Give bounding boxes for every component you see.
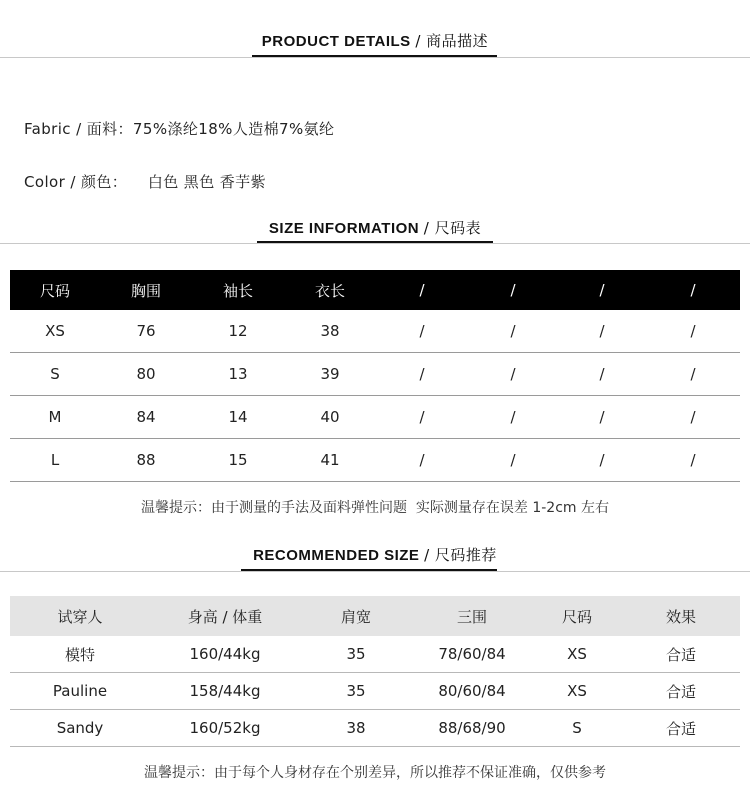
table-row	[10, 439, 740, 482]
table-cell: 合适	[665, 719, 696, 738]
table-row	[10, 310, 740, 353]
table-cell: /	[599, 365, 605, 383]
table-cell: 80	[136, 365, 156, 383]
table-cell: 13	[228, 365, 248, 383]
table-row	[10, 353, 740, 396]
table-cell: 38	[346, 719, 366, 737]
divider	[0, 243, 750, 244]
table-cell: 模特	[64, 645, 95, 664]
table-cell: S	[572, 719, 582, 737]
size-header-cell: /	[510, 281, 516, 299]
recommend-table	[10, 596, 740, 747]
product-details-title-zh: / 商品描述	[415, 32, 489, 50]
table-row	[10, 710, 740, 747]
divider	[0, 57, 750, 58]
recommend-header-cell: 身高 / 体重	[187, 607, 263, 626]
table-row	[10, 636, 740, 673]
recommend-table-header	[10, 596, 740, 636]
recommend-header-cell: 肩宽	[340, 607, 371, 626]
table-row	[10, 396, 740, 439]
table-cell: /	[690, 451, 696, 469]
size-header-cell: 尺码	[39, 281, 70, 300]
size-header-cell: /	[599, 281, 605, 299]
table-cell: 15	[228, 451, 248, 469]
size-header-cell: 胸围	[130, 281, 161, 300]
table-cell: /	[510, 365, 516, 383]
table-cell: 76	[136, 322, 156, 340]
table-cell: 158/44kg	[189, 682, 261, 700]
table-cell: 160/52kg	[189, 719, 261, 737]
table-cell: /	[599, 408, 605, 426]
table-cell: 35	[346, 682, 366, 700]
table-row	[10, 673, 740, 710]
size-table	[10, 270, 740, 482]
table-cell: /	[419, 322, 425, 340]
table-cell: Sandy	[56, 719, 104, 737]
divider	[0, 571, 750, 572]
table-cell: 39	[320, 365, 340, 383]
table-cell: 40	[320, 408, 340, 426]
table-cell: 160/44kg	[189, 645, 261, 663]
size-info-title-zh: / 尺码表	[423, 219, 482, 237]
table-cell: /	[419, 451, 425, 469]
size-header-cell: /	[419, 281, 425, 299]
size-header-cell: /	[690, 281, 696, 299]
table-cell: /	[690, 408, 696, 426]
product-details-heading	[0, 30, 750, 51]
table-cell: 41	[320, 451, 340, 469]
size-header-cell: 衣长	[314, 281, 345, 300]
recommended-title-zh: / 尺码推荐	[424, 546, 497, 564]
recommended-heading	[0, 544, 750, 565]
table-cell: Pauline	[52, 682, 108, 700]
table-cell: /	[599, 322, 605, 340]
table-cell: 35	[346, 645, 366, 663]
recommend-header-cell: 试穿人	[57, 607, 103, 626]
size-info-title-en: SIZE INFORMATION	[268, 220, 420, 237]
table-cell: 88	[136, 451, 156, 469]
table-cell: XS	[567, 645, 587, 663]
table-cell: /	[510, 451, 516, 469]
table-cell: 38	[320, 322, 340, 340]
table-cell: 80/60/84	[438, 682, 506, 700]
table-cell: 78/60/84	[438, 645, 506, 663]
table-cell: XS	[45, 322, 65, 340]
recommend-note: 温馨提示：由于每个人身材存在个别差异，所以推荐不保证准确，仅供参考	[144, 765, 606, 781]
recommend-header-cell: 效果	[665, 607, 696, 626]
table-cell: 合适	[665, 645, 696, 664]
table-cell: /	[510, 408, 516, 426]
table-cell: S	[50, 365, 60, 383]
table-cell: /	[510, 322, 516, 340]
recommend-header-cell: 三围	[456, 607, 487, 626]
table-cell: 合适	[665, 682, 696, 701]
color-line: Color / 颜色： 白色 黑色 香芋紫	[24, 173, 266, 191]
recommend-header-cell: 尺码	[561, 607, 592, 626]
size-note: 温馨提示：由于测量的手法及面料弹性问题 实际测量存在误差 1-2cm 左右	[140, 500, 609, 516]
fabric-line: Fabric / 面料：75%涤纶18%人造棉7%氨纶	[24, 120, 335, 138]
table-cell: 88/68/90	[438, 719, 506, 737]
table-cell: 84	[136, 408, 156, 426]
table-cell: /	[419, 365, 425, 383]
recommended-title-en: RECOMMENDED SIZE	[253, 547, 420, 564]
size-info-heading	[0, 217, 750, 238]
table-cell: /	[690, 322, 696, 340]
table-cell: L	[50, 451, 60, 469]
size-header-cell: 袖长	[222, 281, 253, 300]
size-table-header	[10, 270, 740, 310]
product-details-title-en: PRODUCT DETAILS	[261, 33, 411, 50]
table-cell: /	[419, 408, 425, 426]
table-cell: 12	[228, 322, 248, 340]
table-cell: XS	[567, 682, 587, 700]
table-cell: M	[48, 408, 62, 426]
table-cell: /	[690, 365, 696, 383]
table-cell: /	[599, 451, 605, 469]
table-cell: 14	[228, 408, 248, 426]
